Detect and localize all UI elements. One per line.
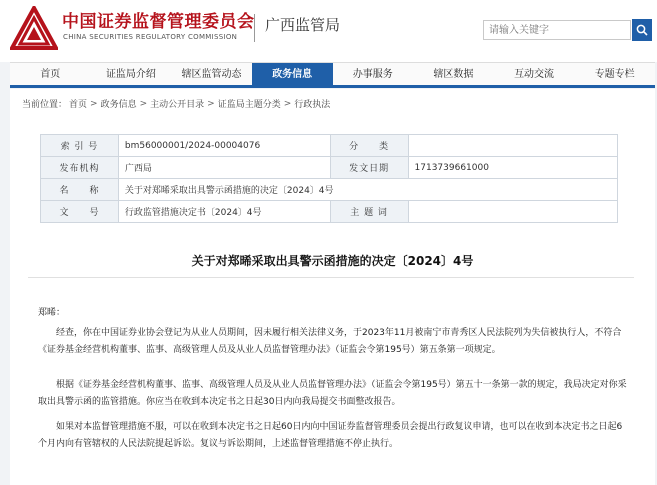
breadcrumb-home[interactable]: 首页 — [69, 100, 88, 110]
breadcrumb-separator: > — [139, 98, 148, 109]
category-value — [408, 135, 617, 157]
nav-special-topics[interactable]: 专题专栏 — [594, 69, 635, 80]
docno-value: 行政监管措施决定书〔2024〕4号 — [118, 201, 330, 223]
breadcrumb-prefix: 当前位置： — [22, 100, 68, 110]
index-value: bm56000001/2024-00004076 — [118, 135, 330, 157]
publisher-label: 发布机构 — [41, 157, 119, 179]
breadcrumb-separator: > — [283, 98, 292, 109]
subject-label: 主 题 词 — [330, 201, 408, 223]
info-row — [41, 135, 618, 157]
document-paragraph: 根据《证券基金经营机构董事、监事、高级管理人员及从业人员监督管理办法》（证监会令第195号）第五十一条第一款的规定，我局决定对你采取出具警示函的监管措施。你应当在收到本决定书之日起30日内向我局提交书面整改报告。 — [38, 380, 627, 407]
document-addressee: 郑晞： — [38, 308, 66, 318]
name-label: 名 称 — [41, 179, 119, 201]
search-icon — [636, 24, 648, 36]
search-input[interactable] — [483, 20, 631, 40]
date-value: 1713739661000 — [408, 157, 617, 179]
breadcrumb-public-catalog[interactable]: 主动公开目录 — [150, 100, 205, 110]
nav-home[interactable]: 首页 — [40, 69, 61, 80]
breadcrumb-government-info[interactable]: 政务信息 — [100, 100, 137, 110]
main-nav — [10, 62, 655, 88]
header-divider — [254, 14, 255, 42]
org-name-en: CHINA SECURITIES REGULATORY COMMISSION — [63, 33, 238, 41]
nav-regional-data[interactable]: 辖区数据 — [433, 69, 474, 80]
search-button[interactable] — [632, 19, 652, 41]
info-row — [41, 157, 618, 179]
main-content — [10, 89, 655, 485]
nav-government-info[interactable]: 政务信息 — [252, 63, 333, 85]
document-info-table — [40, 134, 618, 223]
nav-regional-dynamics[interactable]: 辖区监管动态 — [181, 69, 242, 80]
info-row — [41, 179, 618, 201]
document-title: 关于对郑晞采取出具警示函措施的决定〔2024〕4号 — [191, 254, 474, 268]
breadcrumb-theme-category[interactable]: 证监局主题分类 — [217, 100, 281, 110]
publisher-value: 广西局 — [118, 157, 330, 179]
breadcrumb-enforcement[interactable]: 行政执法 — [294, 100, 331, 110]
bureau-name: 广西监管局 — [265, 16, 341, 34]
name-value: 关于对郑晞采取出具警示函措施的决定〔2024〕4号 — [118, 179, 617, 201]
document-paragraph: 如果对本监督管理措施不服，可以在收到本决定书之日起60日内向中国证券监督管理委员会提出行政复议申请，也可以在收到本决定书之日起6个月内向有管辖权的人民法院提起诉讼。复议与诉讼期间，上述监督管理措施不停止执行。 — [38, 422, 623, 449]
breadcrumb-separator: > — [207, 98, 215, 109]
document-paragraph: 经查，你在中国证券业协会登记为从业人员期间，因未履行相关法律义务，于2023年11月被南宁市青秀区人民法院列为失信被执行人，不符合《证券基金经营机构董事、监事、高级管理人员及从业人员监督管理办法》（证监会令第195号）第五条第一项规定。 — [38, 328, 622, 355]
org-name-cn: 中国证券监督管理委员会 — [62, 12, 255, 32]
subject-value — [408, 201, 617, 223]
docno-label: 文 号 — [41, 201, 119, 223]
nav-bureau-intro[interactable]: 证监局介绍 — [105, 69, 156, 80]
info-row — [41, 201, 618, 223]
index-label: 索 引 号 — [41, 135, 119, 157]
breadcrumb-separator: > — [90, 98, 98, 109]
nav-services[interactable]: 办事服务 — [352, 69, 393, 80]
csrc-logo-icon[interactable] — [10, 6, 58, 52]
title-divider — [28, 277, 634, 278]
breadcrumb — [22, 97, 330, 110]
category-label: 分 类 — [330, 135, 408, 157]
site-header — [0, 0, 657, 62]
date-label: 发文日期 — [330, 157, 408, 179]
nav-interaction[interactable]: 互动交流 — [514, 69, 555, 80]
